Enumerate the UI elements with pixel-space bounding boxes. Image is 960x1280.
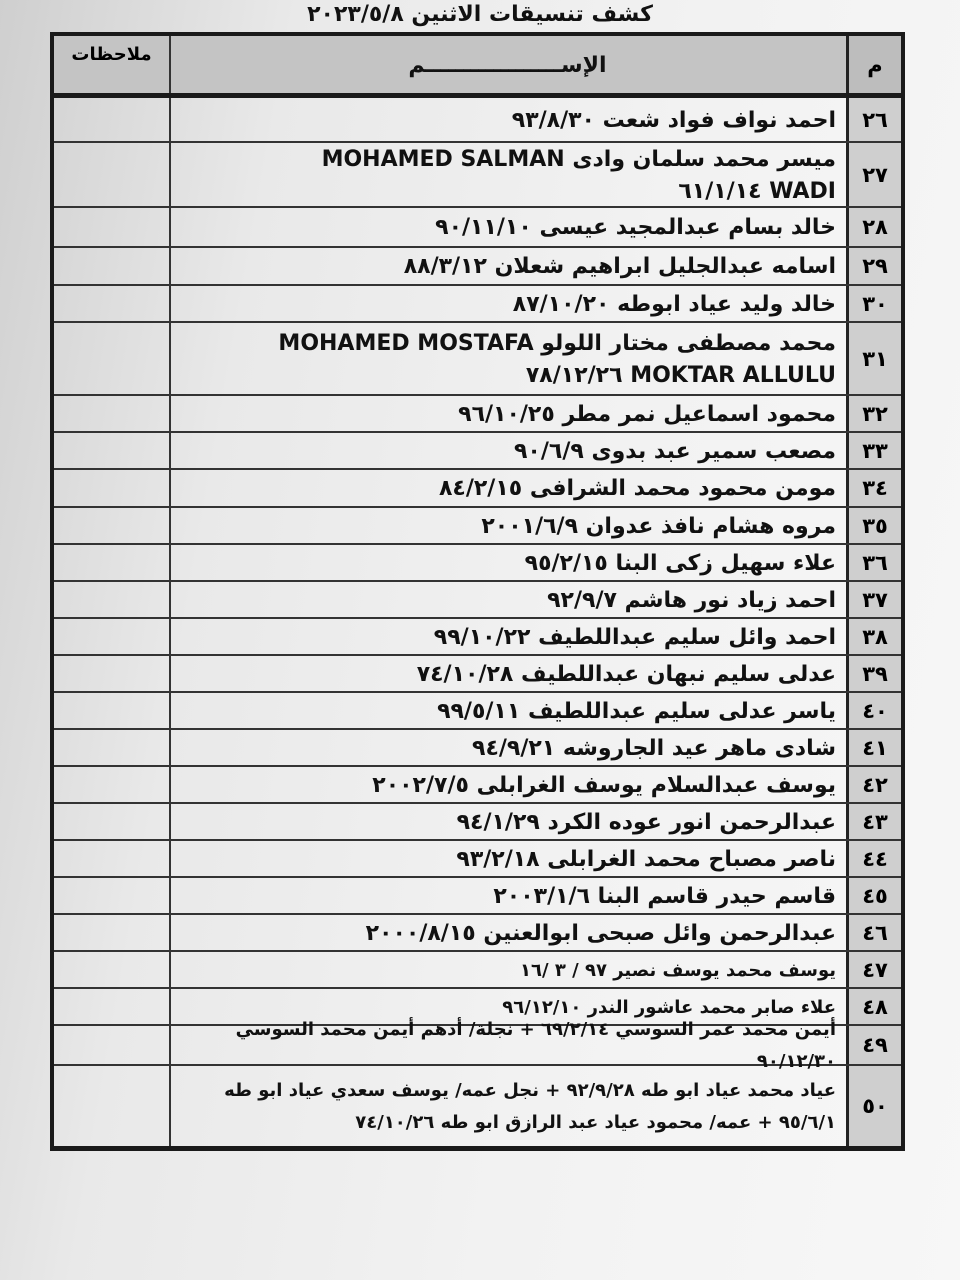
row-number: ٤٣ <box>846 804 901 839</box>
row-name-cell <box>169 508 846 543</box>
row-number: ٣٩ <box>846 656 901 691</box>
row-notes-cell <box>54 286 169 321</box>
name-line: مروه هشام نافذ عدوان ٢٠٠١/٦/٩ <box>481 513 836 539</box>
row-notes-cell <box>54 582 169 617</box>
row-notes-cell <box>54 693 169 728</box>
table-row <box>54 545 901 582</box>
row-name-cell <box>169 433 846 468</box>
name-line: محمود اسماعيل نمر مطر ٩٦/١٠/٢٥ <box>458 401 836 427</box>
row-number: ٣٤ <box>846 470 901 506</box>
name-line: ميسر محمد سلمان وادى MOHAMED SALMAN <box>321 146 836 172</box>
row-name-cell <box>169 878 846 913</box>
row-number: ٤٨ <box>846 989 901 1024</box>
row-number: ٢٨ <box>846 208 901 246</box>
row-name-cell <box>169 323 846 394</box>
header-notes: ملاحظات <box>54 36 169 93</box>
table-row <box>54 433 901 470</box>
name-line: محمد مصطفى مختار اللولو MOHAMED MOSTAFA <box>278 330 836 356</box>
row-notes-cell <box>54 248 169 284</box>
row-notes-cell <box>54 98 169 141</box>
row-number: ٣١ <box>846 323 901 394</box>
row-notes-cell <box>54 1066 169 1146</box>
row-number: ٢٩ <box>846 248 901 284</box>
table-row <box>54 98 901 143</box>
table-row <box>54 208 901 248</box>
row-number: ٤٦ <box>846 915 901 950</box>
name-line: قاسم حيدر قاسم البنا ٢٠٠٣/١/٦ <box>493 883 836 909</box>
row-notes-cell <box>54 508 169 543</box>
table-row <box>54 878 901 915</box>
row-name-cell <box>169 619 846 654</box>
name-line: ٩٥/٦/١ + عمه/ محمود عياد عبد الرازق ابو طه ٧٤/١٠/٢٦ <box>355 1112 836 1133</box>
row-name-cell <box>169 286 846 321</box>
row-number: ٤٥ <box>846 878 901 913</box>
name-line: عبدالرحمن وائل صبحى ابوالعنين ٢٠٠٠/٨/١٥ <box>365 920 836 946</box>
row-name-cell <box>169 470 846 506</box>
table-row <box>54 470 901 508</box>
table-row <box>54 730 901 767</box>
row-number: ٤١ <box>846 730 901 765</box>
table-row <box>54 508 901 545</box>
row-number: ٣٦ <box>846 545 901 580</box>
table-row <box>54 619 901 656</box>
table-row <box>54 693 901 730</box>
document-title: كشف تنسيقات الاثنين ٢٠٢٣/٥/٨ <box>307 2 653 27</box>
row-number: ٤٧ <box>846 952 901 987</box>
row-name-cell <box>169 841 846 876</box>
name-line: علاء صابر محمد عاشور الندر ٩٦/١٢/١٠ <box>502 996 836 1018</box>
row-number: ٣٥ <box>846 508 901 543</box>
name-line: WADI ٦١/١/١٤ <box>678 178 836 204</box>
table-row <box>54 915 901 952</box>
table-row <box>54 396 901 433</box>
name-line: مصعب سمير عبد بدوى ٩٠/٦/٩ <box>514 438 836 464</box>
row-notes-cell <box>54 656 169 691</box>
row-notes-cell <box>54 396 169 431</box>
row-name-cell <box>169 248 846 284</box>
row-name-cell <box>169 730 846 765</box>
name-line: احمد نواف فواد شعت ٩٣/٨/٣٠ <box>511 107 836 133</box>
row-number: ٣٢ <box>846 396 901 431</box>
name-line: احمد زياد نور هاشم ٩٢/٩/٧ <box>547 587 836 613</box>
row-notes-cell <box>54 470 169 506</box>
table-row <box>54 1019 901 1072</box>
table-row <box>54 286 901 323</box>
row-name-cell <box>169 98 846 141</box>
name-line: ياسر عدلى سليم عبداللطيف ٩٩/٥/١١ <box>437 698 836 724</box>
row-number: ٢٧ <box>846 143 901 206</box>
name-line: عياد محمد عياد ابو طه ٩٢/٩/٢٨ + نجل عمه/ يوسف سعدي عياد ابو طه <box>224 1080 836 1101</box>
row-name-cell <box>169 767 846 802</box>
row-notes-cell <box>54 804 169 839</box>
row-name-cell <box>169 143 846 206</box>
name-line: خالد وليد عياد ابوطه ٨٧/١٠/٢٠ <box>512 291 836 317</box>
names-table <box>50 32 905 1151</box>
row-notes-cell <box>54 767 169 802</box>
name-line: شادى ماهر عيد الجاروشه ٩٤/٩/٢١ <box>472 735 836 761</box>
row-name-cell <box>169 804 846 839</box>
name-line: يوسف عبدالسلام يوسف الغرابلى ٢٠٠٢/٧/٥ <box>372 772 836 798</box>
name-line: مومن محمود محمد الشرافى ٨٤/٢/١٥ <box>438 476 836 501</box>
row-name-cell <box>169 582 846 617</box>
header-name: الإســــــــــــــــــم <box>169 36 846 93</box>
name-line: أيمن محمد عمر السوسي ٦٩/٢/١٤ + نجلة/ أدهم أيمن محمد السوسي ٩٠/١٢/٣٠ <box>235 1019 836 1072</box>
row-name-cell <box>169 693 846 728</box>
table-row <box>54 143 901 208</box>
row-name-cell <box>169 396 846 431</box>
row-name-cell <box>169 952 846 987</box>
table-row <box>54 767 901 804</box>
row-notes-cell <box>54 952 169 987</box>
name-line: ناصر مصباح محمد الغرابلى ٩٣/٢/١٨ <box>456 846 836 872</box>
row-name-cell <box>169 545 846 580</box>
row-notes-cell <box>54 1026 169 1064</box>
row-number: ٤٠ <box>846 693 901 728</box>
row-name-cell <box>169 1019 846 1072</box>
row-name-cell <box>169 208 846 246</box>
row-notes-cell <box>54 323 169 394</box>
row-notes-cell <box>54 730 169 765</box>
name-line: عدلى سليم نبهان عبداللطيف ٧٤/١٠/٢٨ <box>416 661 836 687</box>
row-number: ٣٣ <box>846 433 901 468</box>
name-line: علاء سهيل زكى البنا ٩٥/٢/١٥ <box>524 550 836 576</box>
header-number: م <box>846 36 901 93</box>
row-number: ٤٩ <box>846 1026 901 1064</box>
name-line: خالد بسام عبدالمجيد عيسى ٩٠/١١/١٠ <box>435 215 836 240</box>
row-notes-cell <box>54 878 169 913</box>
name-line: يوسف محمد يوسف نصير ٩٧ / ٣ /١٦ <box>520 959 836 981</box>
row-notes-cell <box>54 989 169 1024</box>
table-row <box>54 804 901 841</box>
row-notes-cell <box>54 619 169 654</box>
row-notes-cell <box>54 143 169 206</box>
table-row <box>54 1066 901 1146</box>
row-notes-cell <box>54 915 169 950</box>
row-number: ٤٢ <box>846 767 901 802</box>
table-row <box>54 841 901 878</box>
table-row <box>54 582 901 619</box>
row-number: ٣٨ <box>846 619 901 654</box>
row-name-cell <box>169 656 846 691</box>
name-line: MOKTAR ALLULU ٧٨/١٢/٢٦ <box>525 362 836 388</box>
row-notes-cell <box>54 208 169 246</box>
name-line: احمد وائل سليم عبداللطيف ٩٩/١٠/٢٢ <box>433 624 836 650</box>
row-number: ٥٠ <box>846 1066 901 1146</box>
row-number: ٤٤ <box>846 841 901 876</box>
table-row <box>54 248 901 286</box>
name-line: اسامه عبدالجليل ابراهيم شعلان ٨٨/٣/١٢ <box>403 254 836 279</box>
table-row <box>54 323 901 396</box>
row-notes-cell <box>54 545 169 580</box>
table-row <box>54 952 901 989</box>
row-notes-cell <box>54 433 169 468</box>
row-notes-cell <box>54 841 169 876</box>
table-row <box>54 656 901 693</box>
row-number: ٣٧ <box>846 582 901 617</box>
row-number: ٣٠ <box>846 286 901 321</box>
row-number: ٢٦ <box>846 98 901 141</box>
table-header-row <box>54 36 901 98</box>
row-name-cell <box>169 915 846 950</box>
name-line: عبدالرحمن انور عوده الكرد ٩٤/١/٢٩ <box>456 809 836 835</box>
row-name-cell <box>169 1066 846 1146</box>
